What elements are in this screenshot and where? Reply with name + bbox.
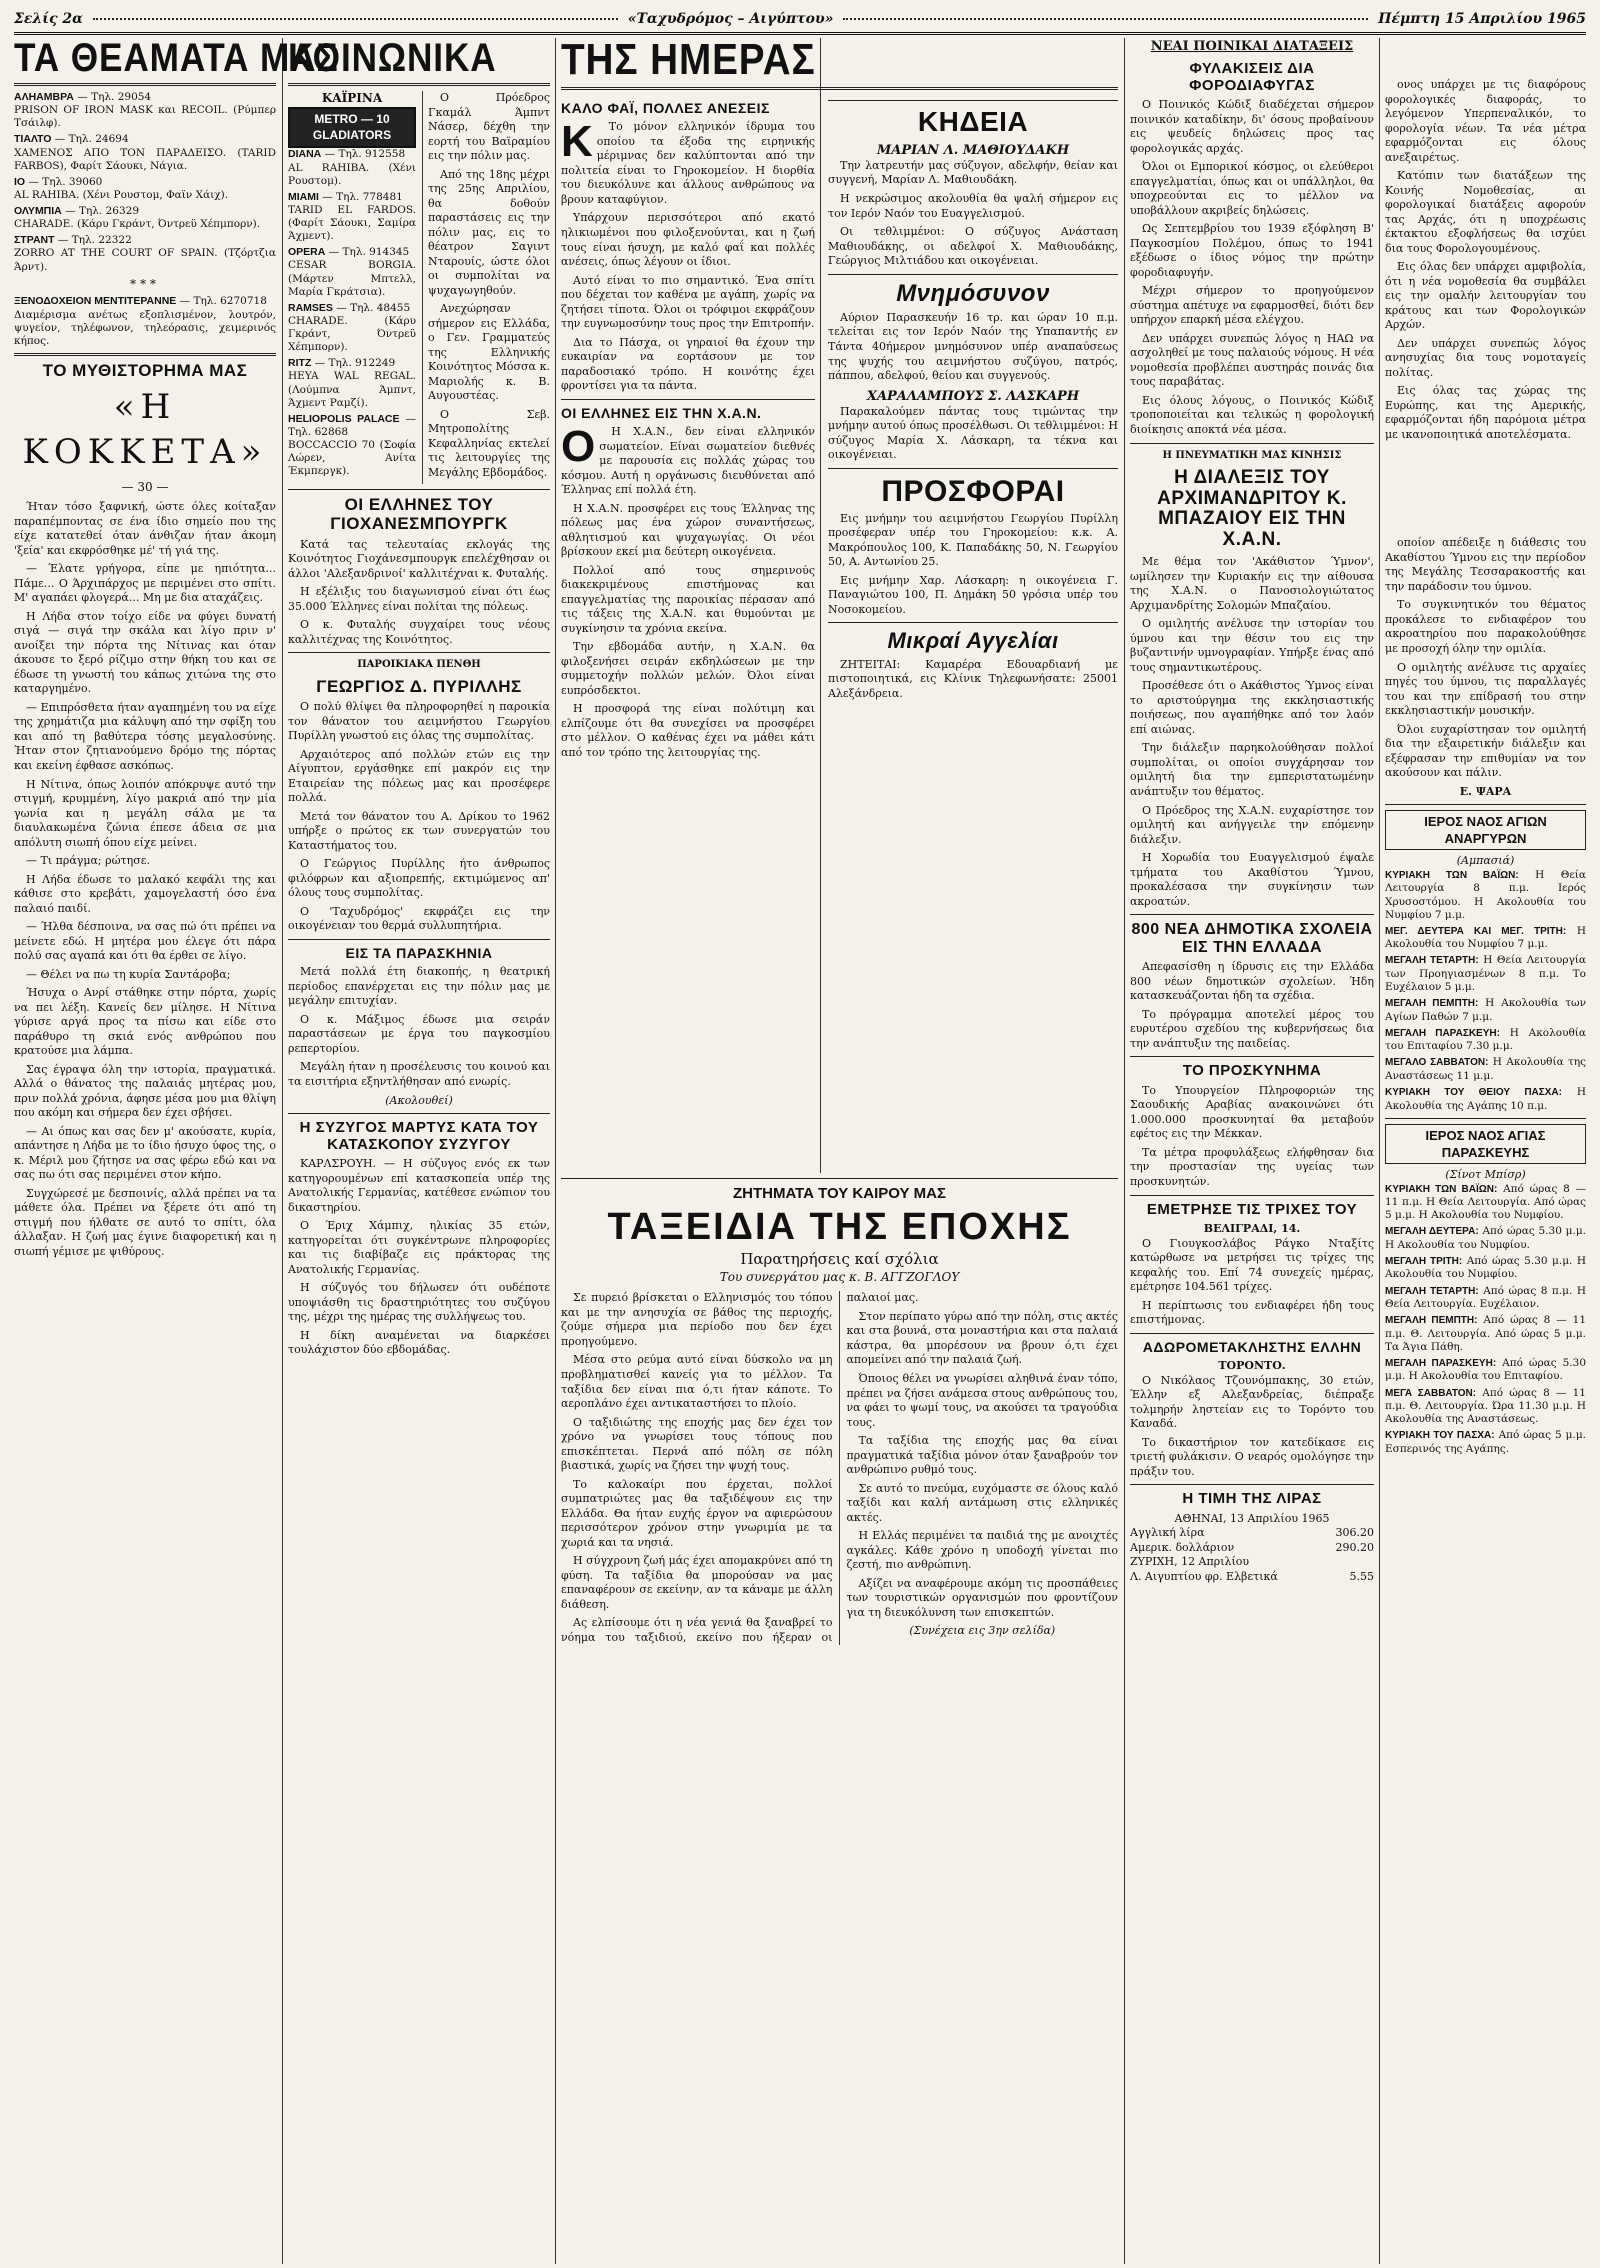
cinema-entry: ΟΛΥΜΠΙΑ — Τηλ. 26329 CHARADE. (Κάρυ Γκράντ, Όντρεϋ Χέπμπορν). xyxy=(14,205,261,231)
mnimosyno-name: ΧΑΡΑΛΑΜΠΟΥΣ Σ. ΛΑΣΚΑΡΗ xyxy=(866,388,1080,404)
novel-title: «Η ΚΟΚΚΕΤΑ» xyxy=(22,386,268,472)
paragraph: Ο ομιλητής ανέλυσε τις αρχαίες πηγές του ύμνου, τις παραλλαγές του και την επίδρασή του στην εκκλησιαστικήν μουσικήν. xyxy=(1385,660,1586,718)
paragraph: — Έλατε γρήγορα, είπε με ηπιότητα... Πάμε... Ο Άρχιπάρχος με περιμένει στο σπίτι. Μ' αγαπάει φλογερά... Μη με δια αταχάζεις. xyxy=(14,562,276,605)
paragraph: Αρχαιότερος από πολλών ετών εις την Αίγυπτον, εργάσθηκε επί μακρόν εις την Εταιρείαν της πόλεως μας και προσέφερε πολλά. xyxy=(288,747,550,805)
article-title-kideia: ΚΗΔΕΙΑ xyxy=(917,106,1029,137)
novel-section-title: ΤΟ ΜΥΘΙΣΤΟΡΗΜΑ ΜΑΣ xyxy=(42,360,248,380)
church-schedule-entry: ΚΥΡΙΑΚΗ ΤΟΥ ΘΕΙΟΥ ΠΑΣΧΑ: Η Ακολουθία της Αγάπης 10 π.μ. xyxy=(1385,1086,1587,1112)
divider xyxy=(288,939,550,940)
paragraph: Τα μέτρα προφυλάξεως ελήφθησαν δια την προστασίαν της υγείας των προσκυνητών. xyxy=(1130,1145,1374,1188)
paragraph: Το δικαστήριον τον κατεδίκασε εις τριετή φυλάκισιν. Ο νεαρός ομολόγησε την πράξιν του. xyxy=(1130,1435,1374,1478)
cinema-entry: OPERA — Τηλ. 914345 CESAR BORGIA. (Μάρτεν Μπτελλ, Μαρία Γκράτσια). xyxy=(288,246,416,298)
paragraph: Σε πυρειό βρίσκεται ο Ελληνισμός του τόπου και με την ανησυχία σε βάθος της περιοχής, ζούμε σήμερα μια περίοδο που δεν έχει προηγούμενο. xyxy=(561,1291,833,1348)
lira-row: Αγγλική λίρα 306.20 xyxy=(1130,1526,1374,1540)
paragraph: Εις μνήμην του αειμνήστου Γεωργίου Πυρίλλη προσέφεραν υπέρ του Γηροκομείου: κ.κ. Α. Μακρόπουλος 100, Κ. Παπαδάκης 50, Ν. Γεωργίου 50, Α. Αντωνίου 25. xyxy=(828,511,1118,569)
church-schedule-entry: ΜΕΓΑΛΗ ΠΑΡΑΣΚΕΥΗ: Από ώρας 5.30 μ.μ. Η Ακολουθία του Επιταφίου. xyxy=(1385,1356,1586,1383)
article-title-forodiafyges: ΦΥΛΑΚΙΣΕΙΣ ΔΙΑ ΦΟΡΟΔΙΑΦΥΓΑΣ xyxy=(1189,60,1315,94)
paragraph: Η περίπτωσις του ενδιαφέρει ήδη τους επιστήμονας. xyxy=(1130,1298,1374,1327)
metro-ad: METRO — 10 GLADIATORS xyxy=(288,107,416,149)
section-banner-tis-imeras: ΤΗΣ ΗΜΕΡΑΣ xyxy=(561,35,816,84)
paragraph: Αξίζει να αναφέρουμε ακόμη τις προσπάθειες των τουριστικών οργανισμών που φροντίζουν για τη διευκόλυνση των επισκεπτών. xyxy=(846,1576,1118,1619)
paragraph: Η νεκρώσιμος ακολουθία θα ψαλή σήμερον εις τον Ιερόν Ναόν του Ευαγγελισμού. xyxy=(828,191,1118,220)
column-1 xyxy=(14,36,339,2264)
neai-kicker: ΝΕΑΙ ΠΟΙΝΙΚΑΙ ΔΙΑΤΑΞΕΙΣ xyxy=(1150,39,1354,54)
paragraph: Μετά πολλά έτη διακοπής, η θεατρική περίοδος επανέρχεται εις την πόλιν μας με μεγάλην επιτυχίαν. xyxy=(288,965,550,1008)
article-title-mourning: ΓΕΩΡΓΙΟΣ Δ. ΠΥΡΙΛΛΗΣ xyxy=(316,676,522,696)
church-schedule-entry: ΚΥΡΙΑΚΗ ΤΟΥ ΠΑΣΧΑ: Από ώρας 5 μ.μ. Εσπερινός της Αγάπης. xyxy=(1385,1429,1587,1455)
header-page-number: Σελίς 2α xyxy=(14,11,83,27)
kalo-fai-article xyxy=(561,95,815,764)
divider xyxy=(288,652,550,653)
header-rule xyxy=(843,18,1368,20)
divider xyxy=(561,87,1118,90)
divider xyxy=(828,100,1118,101)
paragraph: Η Νίτινα, όπως λοιπόν απόκρυψε αυτό την στιγμή, κρυμμένη, λίγο μακριά από την μία γωνία και η μεγάλη σάλα με τα διαυλακωμένα ζώνια έπεσε άδεια σε μια απόλυτη σιωπή όπου είχε μείνει. xyxy=(14,777,276,849)
paragraph: Η Λήδα έδωσε το μαλακό κεφάλι της και κάθισε στο κρεβάτι, χαμογελαστή όσο ένα παλαιό παιδί. xyxy=(14,872,276,915)
paragraph: Συγχώρεσέ με δεσποινίς, αλλά πρέπει να τα μάθετε όλα. Πρέπει να ξέρετε ότι από τη στιγμή που ήλθατε σε αυτό το σπίτι, όλα άλλαξαν. Η ζωή μας έγινε διαφορετική και η σιωπή γέμισε με ψιθύρους. xyxy=(14,1186,276,1258)
paragraph: Πολλοί από τους σημερινούς διακεκριμένους επιστήμονας και επαγγελματίας της παροικίας πέρασαν από τις τάξεις της Χ.Α.Ν. και θυμούνται με συγκίνησιν τα χρόνια εκείνα. xyxy=(561,563,815,635)
column-5 xyxy=(1385,38,1586,2264)
lira-row: Λ. Αιγυπτίου φρ. Ελβετικά 5.55 xyxy=(1130,1569,1374,1583)
lira-table xyxy=(1130,1526,1374,1584)
paragraph: Όποιος θέλει να γνωρίσει αληθινά έναν τόπο, πρέπει να ζήσει ανάμεσα στους ανθρώπους του, να φάει το ψωμί τους, να ακούσει τα τραγούδια τους. xyxy=(846,1372,1118,1429)
divider xyxy=(288,489,550,490)
page-header xyxy=(14,6,1586,35)
social-notes xyxy=(422,91,550,484)
cinema-entry: ΑΛΗΑΜΒΡΑ — Τηλ. 29054 PRISON OF IRON MASK και RECOIL. (Ρύμπερ Τσάιλφ). xyxy=(14,91,276,130)
cinema-entry: DIANA — Τηλ. 912558 AL RAHIBA. (Χένι Ρουστομ). xyxy=(288,148,416,187)
cinema-entry: ΙΟ — Τηλ. 39060 AL RAHIBA. (Χένι Ρουστομ, Φαϊν Χάιχ). xyxy=(14,175,229,201)
paragraph: Την εβδομάδα αυτήν, η Χ.Α.Ν. θα φιλοξενήσει σειράν εκδηλώσεων με την συμμετοχήν πολλών μελών. Όλοι είναι ευπρόσδεκτοι. xyxy=(561,640,815,697)
column-rule xyxy=(1124,38,1125,2264)
paragraph: Ανεχώρησαν σήμερον εις Ελλάδα, ο Γεν. Γραμματεύς της Ελληνικής Κοινότητος Μόσσα κ. Μαριολής κ. Β. Αυγουστέας. xyxy=(428,302,550,403)
dateline: ΤΟΡΟΝΤΟ. xyxy=(1218,1359,1286,1372)
divider xyxy=(1130,914,1374,915)
drop-cap: Ο xyxy=(561,422,596,472)
column-rule xyxy=(282,38,283,2264)
divider xyxy=(1385,804,1586,805)
paragraph: Το Υπουργείον Πληροφοριών της Σαουδικής Αραβίας ανακοινώνει ότι 1.000.000 προσκυνηταί θα μεταβούν εφέτος εις την Μέκκαν. xyxy=(1130,1083,1374,1141)
paragraph: ΖΗΤΕΙΤΑΙ: Καμαρέρα Εδουαρδιανή με πιστοποιητικά, εις Κλίνικ Τηλεφωνήσατε: 25001 Αλεξάνδρεια. xyxy=(828,657,1118,700)
article-title-greeks: ΟΙ ΕΛΛΗΝΕΣ ΤΟΥ ΓΙΟΧΑΝΕΣΜΠΟΥΡΓΚ xyxy=(330,495,508,534)
taxidia-block xyxy=(561,1173,1118,2264)
church-schedule-entry: ΜΕΓΑΛΗ ΠΕΜΠΤΗ: Η Ακολουθία των Αγίων Παθών 7 μ.μ. xyxy=(1385,997,1587,1023)
cinema-entry: RITZ — Τηλ. 912249 HEYA WAL REGAL. (Λούμπνα Άμπντ, Άχμεντ Ραμζί). xyxy=(288,357,416,409)
paragraph: Απεφασίσθη η ίδρυσις εις την Ελλάδα 800 νέων δημοτικών σχολείων. Ήδη κατασκευάζονται ήδη τα σχέδια. xyxy=(1130,960,1374,1003)
paragraph: Το καλοκαίρι που έρχεται, πολλοί συμπατριώτες μας θα ταξιδέψουν εις την Ελλάδα. Θα ήταν ευχής έργον να αφιερώσουν περισσότερον χρόνον στην γνωριμία με τα χωριά και τα νησιά. xyxy=(561,1477,833,1549)
paragraph: Την λατρευτήν μας σύζυγον, αδελφήν, θείαν και συγγενή, Μαρίαν Λ. Μαθιουδάκη. xyxy=(828,158,1118,187)
paragraph: ΚΑΡΛΣΡΟΥΗ. — Η σύζυγος ενός εκ των κατηγορουμένων επί κατασκοπεία υπέρ της Ανατολικής Γερμανίας, κατέθεσε ενώπιον του δικαστηρίου. xyxy=(288,1157,550,1214)
column-rule xyxy=(1379,38,1380,2264)
paragraph: Στον περίπατο γύρω από την πόλη, στις ακτές και στα βουνά, στα μοναστήρια και στα παλαιά κάστρα, θα μπορέσουν να βρουν ό,τι έχει απομείνει από την παλαιά ζωή. xyxy=(846,1309,1118,1367)
paragraph: — Αι όπως και σας δεν μ' ακούσατε, κυρία, απάντησε η Λήδα με το ίδιο ήσυχο ύφος της, ο κ. Μέριλ μου ζήτησε να σας φέρω εδώ και να σας πω ότι σας περιμένει στον κήπο. xyxy=(14,1124,276,1182)
article-title-backstage: ΕΙΣ ΤΑ ΠΑΡΑΣΚΗΝΙΑ xyxy=(345,945,493,961)
taxidia-byline: Του συνεργάτου μας κ. Β. ΑΓΓΖΟΓΛΟΥ xyxy=(719,1269,960,1284)
continued-note: (Ακολουθεί) xyxy=(385,1093,453,1107)
paragraph: οποίον απέδειξε η διάθεσις του Ακαθίστου Ύμνου εις την περίοδον της Μεγάλης Τεσσαρακοστής και την παράδοσιν του ύμνου. xyxy=(1385,536,1586,593)
paragraph: Το συγκινητικόν του θέματος προκάλεσε το ενδιαφέρον του ακροατηρίου που παρακολούθησε με προσοχή όλην την ομιλία. xyxy=(1385,598,1586,655)
section-banner-theamata: ΤΑ ΘΕΑΜΑΤΑ ΜΑΣ xyxy=(14,36,339,80)
paragraph: Ας ελπίσουμε ότι η νέα γενιά θα ξαναβρεί το νόημα του ταξιδιού, εκείνο που ήξεραν οι παλαιοί μας. xyxy=(561,1291,919,1644)
column-3-right xyxy=(828,95,1118,705)
zitimata-kicker: ΖΗΤΗΜΑΤΑ ΤΟΥ ΚΑΙΡΟΥ ΜΑΣ xyxy=(732,1185,947,1202)
article-title-mnimosyno: Μνημόσυνον xyxy=(896,279,1050,307)
church-schedule-entry: ΜΕΓΑΛΗ ΤΡΙΤΗ: Από ώρας 5.30 μ.μ. Η Ακολουθία του Νυμφίου. xyxy=(1385,1254,1587,1281)
divider xyxy=(1130,1195,1374,1196)
paragraph: Το πρόγραμμα αποτελεί μέρος του ευρυτέρου σχεδίου της κυβερνήσεως δια την ανάπτυξιν της παιδείας. xyxy=(1130,1007,1374,1050)
paragraph: Η Χορωδία του Ευαγγελισμού έψαλε τμήματα του Ακαθίστου Ύμνου, προκαλέσασα την συγκίνησιν των ακροατών. xyxy=(1130,851,1374,908)
kairina-listing xyxy=(288,91,416,484)
paragraph: Ήταν τόσο ξαφνική, ώστε όλες κοίταξαν παραπέμποντας σε ένα ίδιο σημείο που της είχε κατατεθεί όταν άνθιζαν ήταν άκομη 'ξεία' και εκφρόσθηκε μέ' τή γιά της. xyxy=(14,500,276,557)
paragraph: Μέχρι σήμερον το προηγούμενον σύστημα απέτυχε να εφαρμοσθεί, διότι δεν υπήρχον επαρκή μέσα ελέγχου. xyxy=(1130,284,1374,327)
divider xyxy=(14,353,276,356)
col5-spacer xyxy=(1385,38,1586,78)
cinema-entry: RAMSES — Τηλ. 48455 CHARADE. (Κάρυ Γκράντ, Όντρεϋ Χέπμπορν). xyxy=(288,301,416,354)
paragraph: Υπάρχουν περισσότεροι από εκατό ηλικιωμένοι που φιλοξενούνται, και η ζωή τους είναι ήσυχη, με καλό φαΐ και πολλές ανέσεις, όπως λέγουν οι ίδιοι. xyxy=(561,211,815,269)
column-4 xyxy=(1130,38,1374,2264)
paragraph: ονος υπάρχει με τις διαφόρους φορολογικές διαφοράς, το λεγόμενον Υπερπεναλικόν, το φορολογία νέων. Τα νέα μέτρα εφαρμόζονται εις όλους ανεξαιρέτως. xyxy=(1385,78,1586,164)
church-title-paraskevis: ΙΕΡΟΣ ΝΑΟΣ ΑΓΙΑΣ ΠΑΡΑΣΚΕΥΗΣ xyxy=(1385,1124,1586,1164)
divider xyxy=(1130,1056,1374,1057)
paragraph: — Επιπρόσθετα ήταν αγαπημένη του να είχε της χρημάτιζα μια κάλυψη από την σφίξη του και από τη βαθύτερα τόσης μεγαλοσύνης. Ήταν στον ζητιανούμενο δρόμο της πόρτας και εκείνη έφθασε ασκόπως. xyxy=(14,700,276,772)
novel-part-number: — 30 — xyxy=(121,480,169,495)
stars-separator: *** xyxy=(130,276,160,291)
paragraph: Από της 18ης μέχρι της 25ης Απριλίου, θα δοθούν παραστάσεις εις την πόλιν μας, εις το θέατρον Σαγιντ Νταρουίς, ώστε όλοι οι συμπολίται να ψυχαγωγηθούν. xyxy=(428,167,550,297)
paragraph: Προσέθεσε ότι ο Ακάθιστος Ύμνος είναι το αριστούργημα της εκκλησιαστικής ποιήσεως, που αγαπήθηκε από τον λαόν επί αιώνας. xyxy=(1130,679,1374,736)
dateline: ΒΕΛΙΓΡΑΔΙ, 14. xyxy=(1203,1222,1301,1235)
pnevm-kicker: Η ΠΝΕΥΜΑΤΙΚΗ ΜΑΣ ΚΙΝΗΣΙΣ xyxy=(1162,449,1342,461)
paragraph: Οι τεθλιμμένοι: Ο σύζυγος Ανάσταση Μαθιουδάκης, οι αδελφοί Χ. Μαθιουδάκης, Γεώργιος Μιλτιάδου και οικογένειαι. xyxy=(828,225,1118,268)
church-schedule-entry: ΚΥΡΙΑΚΗ ΤΩΝ ΒΑΪΩΝ: Από ώρας 8 — 11 π.μ. Η Θεία Λειτουργία. Από ώρας 5 μ.μ. Η Ακολουθία του Νυμφίου. xyxy=(1385,1182,1586,1222)
church-schedule-entry: ΜΕΓΑΛΗ ΠΕΜΠΤΗ: Από ώρας 8 — 11 π.μ. Θ. Λειτουργία. Από ώρας 5 μ.μ. Τα Άγια Πάθη. xyxy=(1385,1314,1587,1353)
paragraph: Ο Πρόεδρος της Χ.Α.Ν. ευχαρίστησε τον ομιλητή και ανήγγειλε την επόμενην διάλεξιν. xyxy=(1130,803,1374,846)
paragraph: Το μόνον ελληνικόν ίδρυμα του οποίου τα έξοδα της ειρηνικής μέριμνας δεν καλύπτονται από την πολιτεία είναι το Γηροκομείον. Η διορθία του διευκόλυνε και άλλους ανθρώπους να βρουν καταφύγιον. xyxy=(561,120,815,206)
article-title-prosfores: ΠΡΟΣΦΟΡΑΙ xyxy=(881,474,1065,508)
paragraph: Όλοι ευχαρίστησαν τον ομιλητή δια την εξαιρετικήν διάλεξιν και εξέφρασαν την επιθυμίαν να τον ακούσουν και πάλιν. xyxy=(1385,722,1586,780)
column-rule xyxy=(555,38,556,2264)
taxidia-text xyxy=(561,1291,1118,1645)
cinema-entry: ΤΙΑΛΤΟ — Τηλ. 24694 ΧΑΜΕΝΟΣ ΑΠΟ ΤΟΝ ΠΑΡΑΔΕΙΣΟ. (TARID FARBOS), Φαρίτ Σάουκι, Νάγια. xyxy=(14,133,276,172)
paragraph: Η Χ.Α.Ν. προσφέρει εις τους Έλληνας της πόλεως μας ένα χώρον συναντήσεως, αθλητισμού και ψυχαγωγίας. Οι νέοι βρίσκουν εκεί μια δεύτερη οικογένεια. xyxy=(561,501,815,559)
lira-dateline: ΑΘΗΝΑΙ, 13 Απριλίου 1965 xyxy=(1174,1511,1330,1525)
column-2 xyxy=(288,38,550,2264)
article-title-aloros: ΑΔΩΡΟΜΕΤΑΚΛΗΣΤΗΣ ΕΛΛΗΝ xyxy=(1142,1338,1362,1355)
paragraph: Δεν υπάρχει συνεπώς λόγος η ΗΑΩ να ασχοληθεί με τους παλαιούς νόμους. Η νέα νομοθεσία προβλέπει αυστηράς ποινάς δια τους παραβάτας. xyxy=(1130,331,1374,389)
church-schedule-entry: ΜΕΓΑ ΣΑΒΒΑΤΟΝ: Από ώρας 8 — 11 π.μ. Θ. Λειτουργία. Ώρα 11.30 μ.μ. Η Ακολουθία της Αναστάσεως. xyxy=(1385,1386,1586,1426)
novel-text xyxy=(14,500,276,1259)
cinema-list xyxy=(14,91,276,274)
church-schedule-entry: ΜΕΓΑΛΗ ΠΑΡΑΣΚΕΥΗ: Η Ακολουθία του Επιταφίου 7.30 μ.μ. xyxy=(1385,1026,1586,1053)
paragraph: Μέσα στο ρεύμα αυτό είναι δύσκολο να μη προβληματισθεί κανείς για το μέλλον. Τα ταξίδια δεν είναι πια ό,τι ήταν κάποτε. Το αεροπλάνο έχει αντικαταστήσει το πλοίο. xyxy=(561,1353,833,1411)
church-schedule-entry: ΜΕΓ. ΔΕΥΤΕΡΑ ΚΑΙ ΜΕΓ. ΤΡΙΤΗ: Η Ακολουθία του Νυμφίου 7 μ.μ. xyxy=(1385,924,1586,951)
article-title-taxidia: ΤΑΞΕΙΔΙΑ ΤΗΣ ΕΠΟΧΗΣ xyxy=(607,1205,1072,1248)
paragraph: Η Ελλάς περιμένει τα παιδιά της με ανοιχτές αγκάλες. Κάθε χρόνο η υποδοχή γίνεται πιο ζεστή, πιο ανθρώπινη. xyxy=(846,1529,1118,1572)
divider xyxy=(561,399,815,400)
columns-container xyxy=(14,35,1587,2264)
divider xyxy=(1130,443,1374,444)
divider xyxy=(288,1113,550,1114)
header-masthead: «Ταχυδρόμος – Αιγύπτου» xyxy=(627,11,834,27)
cinema-entry: ΣΤΡΑΝΤ — Τηλ. 22322 ZORRO AT THE COURT OF SPAIN. (Τζόρτζια Άρντ). xyxy=(14,234,276,273)
paragraph: Η Χ.Α.Ν., δεν είναι ελληνικόν σωματείον. Είναι σωματείον διεθνές με παρουσία εις πολλάς χώρας του κόσμου. Αυτή η οργάνωσις διευθύνεται από Έλληνας επί πολλά έτη. xyxy=(561,425,815,497)
paragraph: Ο Νικόλαος Τζουνόμπακης, 30 ετών, Έλλην εξ Αλεξανδρείας, διέπραξε τολμηρήν ληστείαν εις το Τορόντο του Καναδά. xyxy=(1130,1373,1374,1431)
article-title-trixes: ΕΜΕΤΡΗΣΕ ΤΙΣ ΤΡΙΧΕΣ ΤΟΥ xyxy=(1146,1200,1358,1218)
article-title-classifieds: Μικραί Αγγελίαι xyxy=(887,628,1059,654)
church-schedule-entry: ΜΕΓΑΛΗ ΔΕΥΤΕΡΑ: Από ώρας 5.30 μ.μ. Η Ακολουθία του Νυμφίου. xyxy=(1385,1225,1586,1251)
paragraph: — Θέλει να πω τη κυρία Σαντάροβα; xyxy=(26,967,231,981)
article-title-xan: ΟΙ ΕΛΛΗΝΕΣ ΕΙΣ ΤΗΝ Χ.Α.Ν. xyxy=(561,404,762,421)
divider xyxy=(561,1178,1118,1179)
paragraph: Ο ομιλητής ανέλυσε την ιστορίαν του ύμνου και την θέσιν του εις την βυζαντινήν υμνογραφίαν. Υπήρξε ένας από τους σημαντικωτέρους. xyxy=(1130,617,1374,674)
paragraph: Παρακαλούμεν πάντας τους τιμώντας την μνήμην αυτού όπως προσέλθωσι. Οι τεθλιμμένοι: Η σύζυγος Μαρία Χ. Λάσκαρη, τα τέκνα και οικογένειαι. xyxy=(828,404,1118,462)
divider xyxy=(828,274,1118,275)
church-schedule-entry: ΜΕΓΑΛΗ ΤΕΤΑΡΤΗ: Η Θεία Λειτουργία των Προηγιασμένων 8 π.μ. Το Ευχέλαιον 5 μ.μ. xyxy=(1385,954,1586,994)
paragraph: Σας έγραψα όλη την ιστορία, πραγματικά. Αλλά ο θάνατος της παλαιάς μητέρας μου, πριν πολλά χρόνια, άφησε μέσα μου μια θλίψη που ακόμη και σήμερα δεν έχει σβήσει. xyxy=(14,1062,276,1120)
divider xyxy=(1385,1118,1586,1119)
paragraph: Ο 'Ταχυδρόμος' εκφράζει εις την οικογένειαν του θερμά συλλυπητήρια. xyxy=(288,904,550,933)
paragraph: Ο κ. Μάξιμος έδωσε μια σειράν παραστάσεων με έργα του παγκοσμίου ρεπερτορίου. xyxy=(288,1012,550,1055)
paragraph: Ο πολύ θλίψει θα πληροφορηθεί η παροικία τον θάνατον του αειμνήστου Γεωργίου Πυρίλλη γνωστού εις όλας της συμπολίτας. xyxy=(288,700,550,743)
divider xyxy=(288,83,550,86)
church-schedule-entry: ΜΕΓΑΛΟ ΣΑΒΒΑΤΟΝ: Η Ακολουθία της Αναστάσεως 11 μ.μ. xyxy=(1385,1056,1586,1082)
koinonika-top xyxy=(288,91,550,484)
continued-note: (Συνέχεια εις 3ην σελίδα) xyxy=(909,1624,1056,1638)
cinema-entry: MIAMI — Τηλ. 778481 TARID EL FARDOS. (Φαρίτ Σάουκι, Σαμίρα Άχμεντ). xyxy=(288,190,416,243)
article-title-kalo-fai: ΚΑΛΟ ΦΑΪ, ΠΟΛΛΕΣ ΑΝΕΣΕΙΣ xyxy=(561,100,770,116)
paragraph: Σε αυτό το πνεύμα, ευχόμαστε σε όλους καλό ταξίδι και καλή αντάμωση στις ελληνικές ακτές. xyxy=(846,1481,1118,1524)
paragraph: Την διάλεξιν παρηκολούθησαν πολλοί συμπολίται, οι οποίοι συγχάρησαν τον ομιλητή δια την εμπεριστατωμένην ανάπτυξιν του θέματος. xyxy=(1130,741,1374,798)
article-title-lira: Η ΤΙΜΗ ΤΗΣ ΛΙΡΑΣ xyxy=(1182,1490,1322,1508)
paragraph: Όλοι οι Εμπορικοί κόσμος, οι ελεύθεροι επαγγελματίαι, όπως και οι υπάλληλοι, θα υποχρεούνται εις το μέλλον να υποβάλλουν ακριβείς δηλώσεις. xyxy=(1130,160,1374,217)
divider xyxy=(1130,1484,1374,1485)
paragraph: Αύριον Παρασκευήν 16 τρ. και ώραν 10 π.μ. τελείται εις τον Ιερόν Ναόν της Υπαπαντής εν Τάντα 40ήμερον μνημόσυνον υπέρ αναπαύσεως της ψυχής του αειμνήστου συζύγου, πατρός, πάππου, αδελφού, θείου και συγγενούς. xyxy=(828,310,1118,383)
paragraph: Δεν υπάρχει συνεπώς λόγος ανησυχίας δια τους νομοταγείς πολίτας. xyxy=(1385,336,1586,379)
paragraph: — Ήλθα δέσποινα, να σας πώ ότι πρέπει να μείνετε εδώ. Η μητέρα μου έλεγε ότι πάρα πολύ σας αγαπά και ότι θα έρθει σε λίγο. xyxy=(14,920,276,963)
mourning-kicker: ΠΑΡΟΙΚΙΑΚΑ ΠΕΝΘΗ xyxy=(357,659,481,671)
church-schedule-entry: ΜΕΓΑΛΗ ΤΕΤΑΡΤΗ: Από ώρας 8 π.μ. Η Θεία Λειτουργία. Ευχέλαιον. xyxy=(1385,1284,1586,1311)
paragraph: Ο Γιουγκοσλάβος Ράγκο Νταξίτς κατώρθωσε να μετρήσει τις τρίχες της κεφαλής του. Επί 74 συνεχείς ημέρας, εμέτρησε 104.561 τρίχες. xyxy=(1130,1236,1374,1294)
church-title-anargyron: ΙΕΡΟΣ ΝΑΟΣ ΑΓΙΩΝ ΑΝΑΡΓΥΡΩΝ xyxy=(1385,810,1586,850)
header-date: Πέμπτη 15 Απριλίου 1965 xyxy=(1378,11,1587,27)
header-rule xyxy=(93,18,618,20)
paragraph: Τα ταξίδια της εποχής μας θα είναι πραγματικά ταξίδια μόνον όταν ξαναβρούν τον ανθρώπινο ρυθμό τους. xyxy=(846,1434,1118,1477)
paragraph: Η προσφορά της είναι πολύτιμη και ελπίζουμε ότι θα συνεχίσει να προσφέρει στο μέλλον. Ο καθένας έχει να μάθει κάτι από τον τρόπο της λειτουργίας της. xyxy=(561,702,815,759)
paragraph: Η σύγχρονη ζωή μάς έχει απομακρύνει από τη φύση. Τα ταξίδια θα μπορούσαν να μας επαναφέρουν σε εκείνην, αν τα κάναμε με άλλη διάθεση. xyxy=(561,1554,833,1611)
drop-cap: Κ xyxy=(561,117,593,167)
paragraph: Η Λήδα στον τοίχο είδε να φύγει δυνατή σιγά — σιγά την σκάλα και λίγο πριν ν' ανοίξει την πόρτα της Νίτινας και όταν άκουσε το ξερό ρίζιμο στην θήκη του και σε έδωσε τη γνωστή του κάπως χιτώνα της στο καταργημένο. xyxy=(14,609,276,696)
divider xyxy=(1130,1333,1374,1334)
paragraph: Αυτό είναι το πιο σημαντικό. Ένα σπίτι που δέχεται τον καθένα με αγάπη, χωρίς να ζητήσει τίποτα. Όλοι οι τρόφιμοι εκφράζουν την ευγνωμοσύνην τους προς την Επιτροπήν. xyxy=(561,273,815,331)
paragraph: Δια το Πάσχα, οι γηραιοί θα έχουν την ευκαιρίαν να εορτάσουν με τον παραδοσιακό τρόπο. Η κοινότης έχει φροντίσει για τα πάντα. xyxy=(561,335,815,393)
hotel-entry: ΞΕΝΟΔΟΧΕΙΟΝ ΜΕΝΤΙΤΕΡΑΝΝΕ — Τηλ. 6270718 Διαμέρισμα ανέτως εξοπλισμένον, λουτρόν, ψυγείον, τηλέφωνον, τηλεόρασις, χειμερινός κήπος. xyxy=(14,295,276,347)
paragraph: Η δίκη αναμένεται να διαρκέσει τουλάχιστον δύο εβδομάδας. xyxy=(288,1328,550,1357)
lira-row: Αμερικ. δολλάριον 290.20 xyxy=(1130,1540,1374,1554)
paragraph: Ο ταξιδιώτης της εποχής μας δεν έχει τον χρόνο να γνωρίσει τους τόπους που επισκέπτεται. Περνά από πόλη σε πόλη βιαστικά, χωρίς να ζήσει την ψυχή τους. xyxy=(561,1415,833,1473)
kideia-name: ΜΑΡΙΑΝ Λ. ΜΑΘΙΟΥΔΑΚΗ xyxy=(876,142,1070,158)
paragraph: Ο κ. Φυταλής συγχαίρει τους νέους καλλιτέχνας της Κοινότητος. xyxy=(288,618,550,646)
paragraph: Μεγάλη ήταν η προσέλευσις του κοινού και τα εισιτήρια εξηντλήθησαν από ενωρίς. xyxy=(288,1060,550,1088)
divider xyxy=(828,622,1118,623)
divider xyxy=(828,468,1118,469)
paragraph: Με θέμα τον 'Ακάθιστον Ύμνον', ωμίλησεν την Κυριακήν εις την αίθουσα της Χ.Α.Ν. ο Πανοσιολογιώτατος Αρχιμανδρίτης Σολομών Μπαζαίου. xyxy=(1130,555,1374,612)
paragraph: Ως Σεπτεμβρίου του 1939 εξόφληση Β' Παγκοσμίου Πολέμου, όπως το 1941 εξέδωσε ο ίδιος νόμος την πρώτην φοροδιαφυγήν. xyxy=(1130,222,1374,279)
paragraph: Εις μνήμην Χαρ. Λάσκαρη: η οικογένεια Γ. Παναγιώτου 100, Π. Δημάκη 50 γρόσια υπέρ του Νοσοκομείου. xyxy=(828,573,1118,616)
paragraph: Εις όλους λόγους, ο Ποινικός Κώδιξ τροποποιείται και τελικώς η φορολογική διοίκησις αποκτά νέα μέσα. xyxy=(1130,393,1374,436)
lira-row: ΖΥΡΙΧΗ, 12 Απριλίου xyxy=(1130,1555,1250,1569)
church-schedule-entry: ΚΥΡΙΑΚΗ ΤΩΝ ΒΑΪΩΝ: Η Θεία Λειτουργία 8 π.μ. Ιερός Χρυσοστόμου. Η Ακολουθία του Νυμφίου 7 μ.μ. xyxy=(1385,868,1586,921)
paragraph: Η σύζυγός του δήλωσεν ότι ουδέποτε υποψιάσθη τις δραστηριότητες του συζύγου της, μέχρι της ημέρας της συλλήψεως του. xyxy=(288,1281,550,1324)
paragraph: Μετά τον θάνατον του Α. Δρίκου το 1962 υπήρξε ο πρώτος εκ των συνεργατών του Καταστήματος του. xyxy=(288,809,550,852)
cinema-entry: HELIOPOLIS PALACE — Τηλ. 62868 BOCCACCIO 70 (Σοφία Λώρεν, Ανίτα Έκμπεργκ). xyxy=(288,412,416,478)
paragraph: Κατά τας τελευταίας εκλογάς της Κοινότητος Γιοχάνεσμπουργκ επελέχθησαν οι άλλοι 'Αλεξανδρινοί' καλλιτέχναι κ. Φυταλής. xyxy=(288,537,550,580)
col5-spacer xyxy=(1385,446,1586,536)
paragraph: Εις όλας τας χώρας της Ευρώπης, και της Αμερικής, εφαρμόζονται ήδη παρόμοια μέτρα με ικανοποιητικά αποτελέσματα. xyxy=(1385,384,1586,441)
byline-signature: Ε. ΨΑΡΑ xyxy=(1459,784,1512,798)
divider xyxy=(14,83,276,86)
paragraph: Ο Πρόεδρος Γκαμάλ Άμπντ Νάσερ, δέχθη την εορτή του Βαϊραμίου εις την πόλιν μας. xyxy=(428,91,550,163)
paragraph: Ο Έριχ Χάμπιχ, ηλικίας 35 ετών, κατηγορείται ότι συγκέντρωνε πληροφορίες και τις διαβίβαζε εις πράκτορας της Ανατολικής Γερμανίας. xyxy=(288,1219,550,1276)
paragraph: Ο Γεώργιος Πυρίλλης ήτο άνθρωπος φιλόφρων και αξιοπρεπής, εκτιμώμενος απ' όλους τους συμπολίτας. xyxy=(288,857,550,900)
article-title-proskynima: ΤΟ ΠΡΟΣΚΥΝΗΜΑ xyxy=(1182,1062,1322,1080)
paragraph: Η εξέλιξις του διαγωνισμού είναι ότι έως 35.000 Έλληνες είναι πολίται της πόλεως. xyxy=(288,585,550,613)
article-title-wife: Η ΣΥΖΥΓΟΣ ΜΑΡΤΥΣ ΚΑΤΑ ΤΟΥ ΚΑΤΑΣΚΟΠΟΥ ΣΥΖΥΓΟΥ xyxy=(299,1119,539,1153)
article-title-dialexis: Η ΔΙΑΛΕΞΙΣ ΤΟΥ ΑΡΧΙΜΑΝΔΡΙΤΟΥ Κ. ΜΠΑΖΑΙΟΥ ΕΙΣ ΤΗΝ Χ.Α.Ν. xyxy=(1157,466,1347,551)
church-subtitle: (Σίνοτ Μπίσρ) xyxy=(1445,1168,1526,1182)
paragraph: Κατόπιν των διατάξεων της Κοινής Νομοθεσίας, αι φορολογικαί διατάξεις αφορούν τας Αρχάς, ότι η υποχρέωσις έκτακτου εξοφλήσεως θα ισχύει δια τους Φορολογουμένους. xyxy=(1385,169,1586,255)
paragraph: Ο Σεβ. Μητροπολίτης Κεφαλληνίας εκτελεί τις λειτουργίες της Μεγάλης Εβδομάδος. xyxy=(428,407,550,479)
paragraph: Ήσυχα ο Ανρί στάθηκε στην πόρτα, χωρίς να πει λέξη. Κανείς δεν μίλησε. Η Νίτινα γύρισε αργά προς τα πίσω και είδε στο παράθυρο τη σκιά ενός ανθρώπου που κρατούσε μια λάμπα. xyxy=(14,986,276,1058)
paragraph: — Τι πράγμα; ρώτησε. xyxy=(26,854,150,868)
kairina-title: ΚΑΪΡΙΝΑ xyxy=(321,91,383,105)
article-title-dimotika: 800 ΝΕΑ ΔΗΜΟΤΙΚΑ ΣΧΟΛΕΙΑ ΕΙΣ ΤΗΝ ΕΛΛΑΔΑ xyxy=(1131,921,1373,956)
paragraph: Εις όλας δεν υπάρχει αμφιβολία, ότι η νέα νομοθεσία θα συμβάλει εις την ομαλήν λειτουργίαν του κράτους και των Φορολογικών Αρχών. xyxy=(1385,260,1586,332)
paragraph: Ο Ποινικός Κώδιξ διαδέχεται σήμερον ποινικόν καταδίκην, δι' όσους προβαίνουν εις ψευδείς δηλώσεις προς τας φορολογικάς αρχάς. xyxy=(1130,98,1374,155)
section-banner-koinonika: ΚΟΙΝΩΝΙΚΑ xyxy=(288,36,497,80)
taxidia-subtitle: Παρατηρήσεις καί σχόλια xyxy=(740,1249,939,1268)
church-subtitle: (Αμπασιά) xyxy=(1456,854,1515,868)
